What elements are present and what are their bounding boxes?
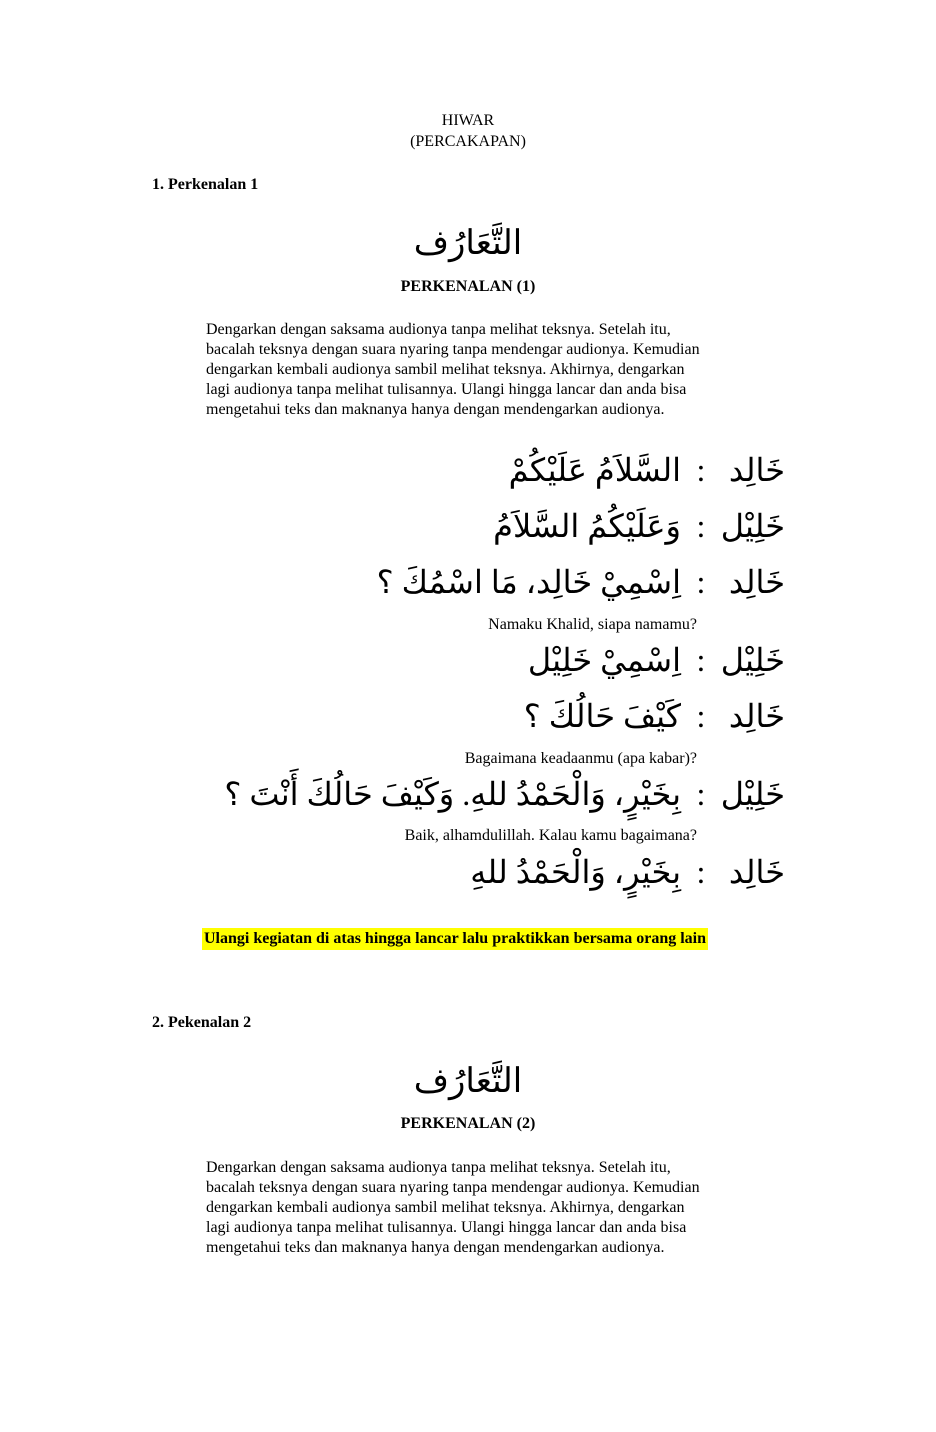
dialog-text: اِسْمِيْ خَالِد، مَا اسْمُكَ ؟ — [376, 564, 681, 600]
dialog-colon: : — [696, 698, 706, 734]
section-2-heading: 2. Pekenalan 2 — [152, 1014, 252, 1031]
dialog-speaker: خَالِد — [728, 452, 785, 488]
dialog-translation: Namaku Khalid, siapa namamu? — [488, 616, 697, 633]
instruction-line: lagi audionya tanpa melihat tulisannya. Ulangi hingga lancar dan anda bisa — [206, 381, 687, 398]
dialog-line — [224, 774, 785, 814]
document-title: HIWAR — [441, 112, 495, 129]
instruction-line: mengetahui teks dan maknanya hanya dengan mendengarkan audionya. — [206, 1239, 665, 1256]
dialog-speaker: خَالِد — [728, 854, 785, 890]
section-2-arabic-title: التَّعَارُف — [413, 1063, 523, 1100]
instruction-line: bacalah teksnya dengan suara nyaring tanpa mendengar audionya. Kemudian — [206, 341, 700, 358]
dialog-line — [509, 450, 785, 490]
instruction-line: lagi audionya tanpa melihat tulisannya. Ulangi hingga lancar dan anda bisa — [206, 1219, 687, 1236]
instruction-line: Dengarkan dengan saksama audionya tanpa melihat teksnya. Setelah itu, — [206, 321, 671, 338]
dialog-line — [377, 562, 785, 602]
dialog-colon: : — [696, 508, 706, 544]
dialog-line — [528, 640, 785, 680]
dialog-text: بِخَيْرٍ، وَالْحَمْدُ للهِ. وَكَيْفَ حَالُكَ أَنْتَ ؟ — [224, 776, 681, 812]
dialog-speaker: خَلِيْل — [720, 508, 785, 544]
instruction-line: dengarkan kembali audionya sambil melihat teksnya. Akhirnya, dengarkan — [206, 1199, 685, 1216]
dialog-line — [470, 852, 785, 892]
dialog-colon: : — [696, 564, 706, 600]
section-2-subtitle: PERKENALAN (2) — [400, 1115, 536, 1132]
section-1-subtitle: PERKENALAN (1) — [400, 278, 536, 295]
dialog-speaker: خَالِد — [728, 698, 785, 734]
dialog-text: كَيْفَ حَالُكَ ؟ — [523, 698, 681, 734]
dialog-line — [493, 506, 785, 546]
dialog-translation: Baik, alhamdulillah. Kalau kamu bagaimana? — [404, 827, 697, 844]
dialog-colon: : — [696, 642, 706, 678]
section-1-instructions — [206, 320, 786, 420]
instruction-line: mengetahui teks dan maknanya hanya dengan mendengarkan audionya. — [206, 401, 665, 418]
dialog-text: السَّلاَمُ عَلَيْكُمْ — [508, 452, 681, 488]
highlighted-instruction: Ulangi kegiatan di atas hingga lancar lalu praktikkan bersama orang lain — [202, 928, 708, 950]
dialog-text: اِسْمِيْ خَلِيْل — [527, 642, 681, 678]
document-subtitle: (PERCAKAPAN) — [410, 133, 526, 150]
dialog-text: بِخَيْرٍ، وَالْحَمْدُ للهِ — [470, 854, 681, 890]
instruction-line: dengarkan kembali audionya sambil melihat teksnya. Akhirnya, dengarkan — [206, 361, 685, 378]
section-1-heading: 1. Perkenalan 1 — [152, 176, 259, 193]
dialog-colon: : — [696, 452, 706, 488]
instruction-line: Dengarkan dengan saksama audionya tanpa melihat teksnya. Setelah itu, — [206, 1159, 671, 1176]
dialog-speaker: خَالِد — [728, 564, 785, 600]
document-title-block — [0, 110, 936, 152]
dialog-line — [524, 696, 785, 736]
section-2-instructions — [206, 1158, 786, 1258]
dialog-translation: Bagaimana keadaanmu (apa kabar)? — [464, 750, 697, 767]
dialog-colon: : — [696, 776, 706, 812]
instruction-line: bacalah teksnya dengan suara nyaring tanpa mendengar audionya. Kemudian — [206, 1179, 700, 1196]
dialog-colon: : — [696, 854, 706, 890]
section-1-arabic-title: التَّعَارُف — [413, 225, 523, 262]
dialog-speaker: خَلِيْل — [720, 642, 785, 678]
dialog-text: وَعَلَيْكُمُ السَّلاَمُ — [493, 508, 681, 544]
dialog-speaker: خَلِيْل — [720, 776, 785, 812]
